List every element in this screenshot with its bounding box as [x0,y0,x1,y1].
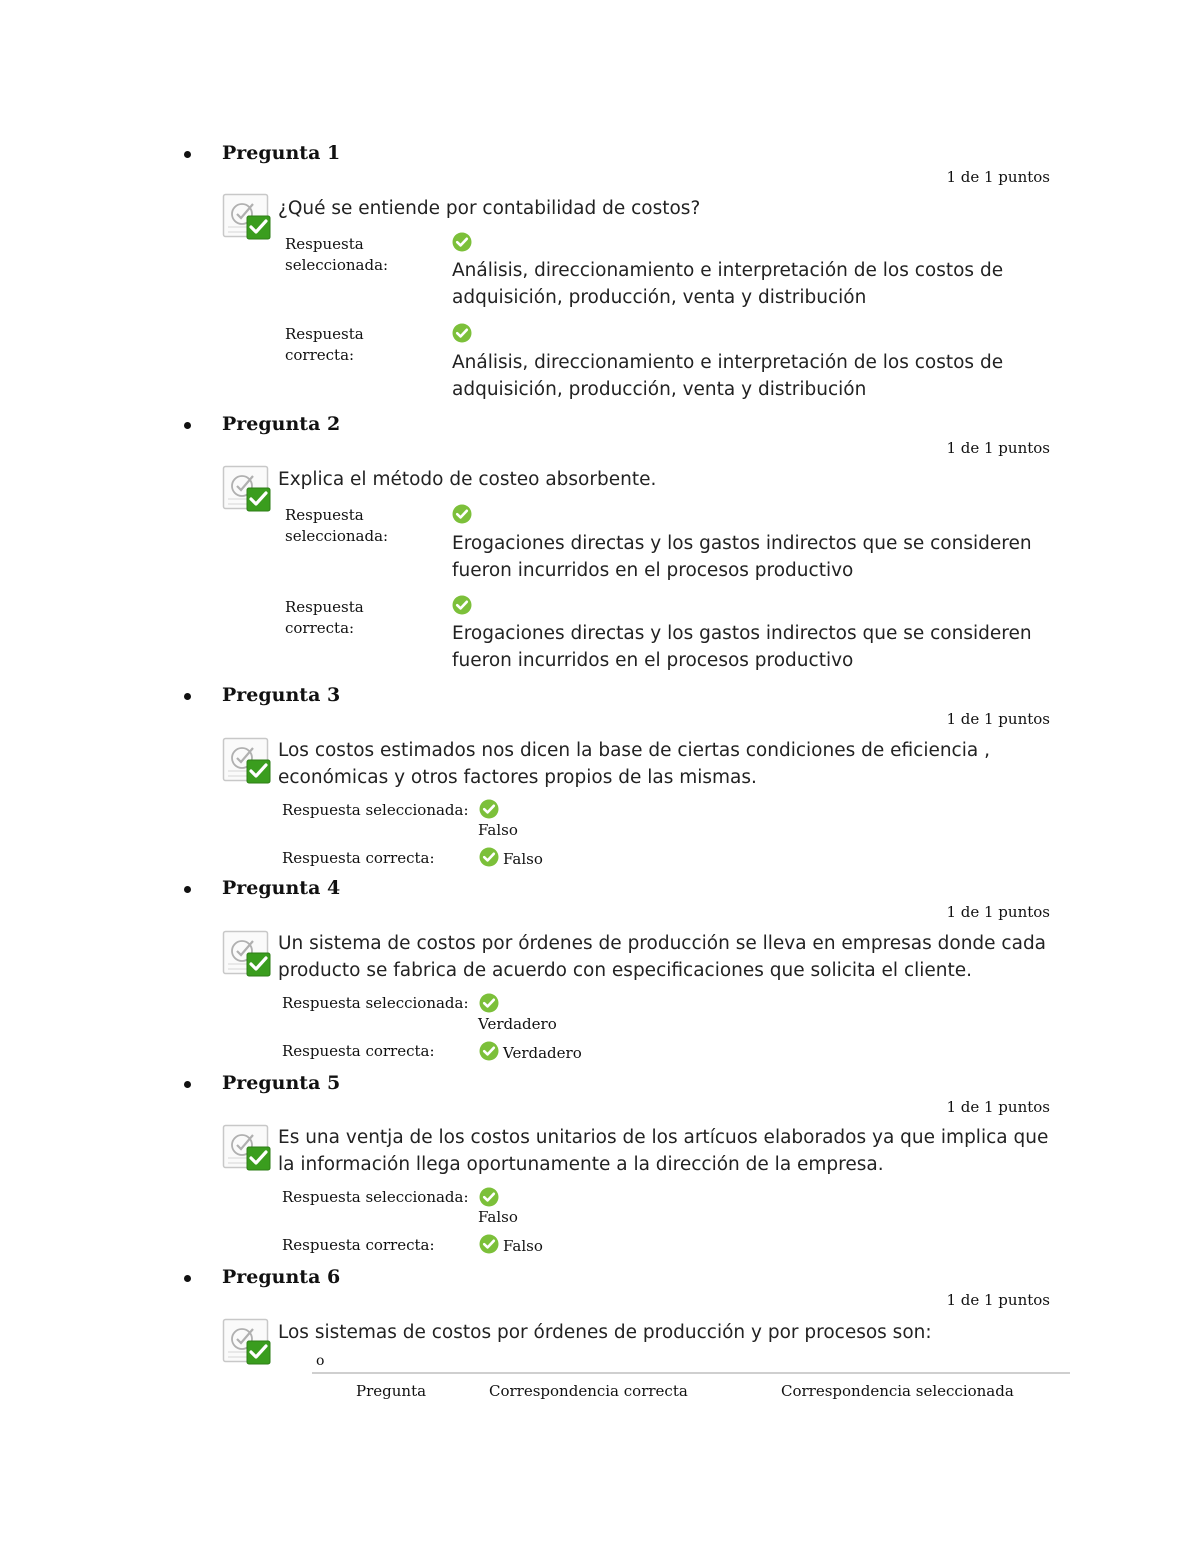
list-bullet [184,693,191,700]
correct-answer: Análisis, direccionamiento e interpretación de los costos de adquisición, producción, venta y distribución [452,352,1004,400]
question-points: 1 de 1 puntos [946,710,1050,728]
question-title: Pregunta 1 [222,142,341,164]
graded-correct-icon [222,465,272,513]
correct-answer-label: Respuesta correcta: [285,325,364,364]
question-text: ¿Qué se entiende por contabilidad de costos? [278,198,701,219]
question-title: Pregunta 4 [222,877,341,899]
correct-answer-label: Respuesta correcta: [282,1236,435,1254]
sub-list-bullet: o [316,1353,325,1369]
question-text: Explica el método de costeo absorbente. [278,469,657,490]
selected-answer: Verdadero [478,1015,557,1033]
table-header-selected-match: Correspondencia seleccionada [781,1382,1014,1400]
table-divider [312,1372,1070,1374]
correct-answer-label: Respuesta correcta: [282,1042,435,1060]
correct-answer: Falso [503,850,543,868]
question-title: Pregunta 3 [222,684,341,706]
graded-correct-icon [222,930,272,978]
check-circle-icon [452,323,472,343]
selected-answer-label: Respuesta seleccionada: [285,506,389,545]
question-points: 1 de 1 puntos [946,439,1050,457]
check-circle-icon [479,993,499,1013]
question-points: 1 de 1 puntos [946,168,1050,186]
list-bullet [184,1081,191,1088]
check-circle-icon [479,1041,499,1061]
question-points: 1 de 1 puntos [946,903,1050,921]
question-title: Pregunta 2 [222,413,341,435]
selected-answer: Falso [478,821,518,839]
list-bullet [184,886,191,893]
selected-answer: Falso [478,1208,518,1226]
question-text: Un sistema de costos por órdenes de producción se lleva en empresas donde cada producto se fabrica de acuerdo con especificaciones que solicita el cliente. [278,933,1047,981]
selected-answer-label: Respuesta seleccionada: [282,801,469,819]
list-bullet [184,422,191,429]
graded-correct-icon [222,1318,272,1366]
correct-answer: Verdadero [503,1044,582,1062]
check-circle-icon [479,847,499,867]
question-points: 1 de 1 puntos [946,1291,1050,1309]
graded-correct-icon [222,737,272,785]
selected-answer-label: Respuesta seleccionada: [282,994,469,1012]
question-text: Es una ventja de los costos unitarios de los artícuos elaborados ya que implica que la información llega oportunamente a la dirección de la empresa. [278,1127,1049,1175]
question-title: Pregunta 6 [222,1266,341,1288]
graded-correct-icon [222,1124,272,1172]
list-bullet [184,1275,191,1282]
check-circle-icon [452,504,472,524]
table-header-pregunta: Pregunta [356,1382,427,1400]
correct-answer-label: Respuesta correcta: [285,598,364,637]
question-title: Pregunta 5 [222,1072,341,1094]
question-text: Los costos estimados nos dicen la base de ciertas condiciones de eficiencia , económicas y otros factores propios de las mismas. [278,740,990,788]
selected-answer-label: Respuesta seleccionada: [285,235,389,274]
check-circle-icon [452,232,472,252]
check-circle-icon [452,595,472,615]
check-circle-icon [479,799,499,819]
correct-answer-label: Respuesta correcta: [282,849,435,867]
selected-answer: Erogaciones directas y los gastos indirectos que se consideren fueron incurridos en el procesos productivo [452,533,1032,581]
check-circle-icon [479,1234,499,1254]
check-circle-icon [479,1187,499,1207]
correct-answer: Erogaciones directas y los gastos indirectos que se consideren fueron incurridos en el procesos productivo [452,623,1032,671]
question-points: 1 de 1 puntos [946,1098,1050,1116]
selected-answer: Análisis, direccionamiento e interpretación de los costos de adquisición, producción, venta y distribución [452,260,1004,308]
table-header-correct-match: Correspondencia correcta [489,1382,688,1400]
list-bullet [184,151,191,158]
question-text: Los sistemas de costos por órdenes de producción y por procesos son: [278,1322,932,1343]
correct-answer: Falso [503,1237,543,1255]
selected-answer-label: Respuesta seleccionada: [282,1188,469,1206]
graded-correct-icon [222,193,272,241]
